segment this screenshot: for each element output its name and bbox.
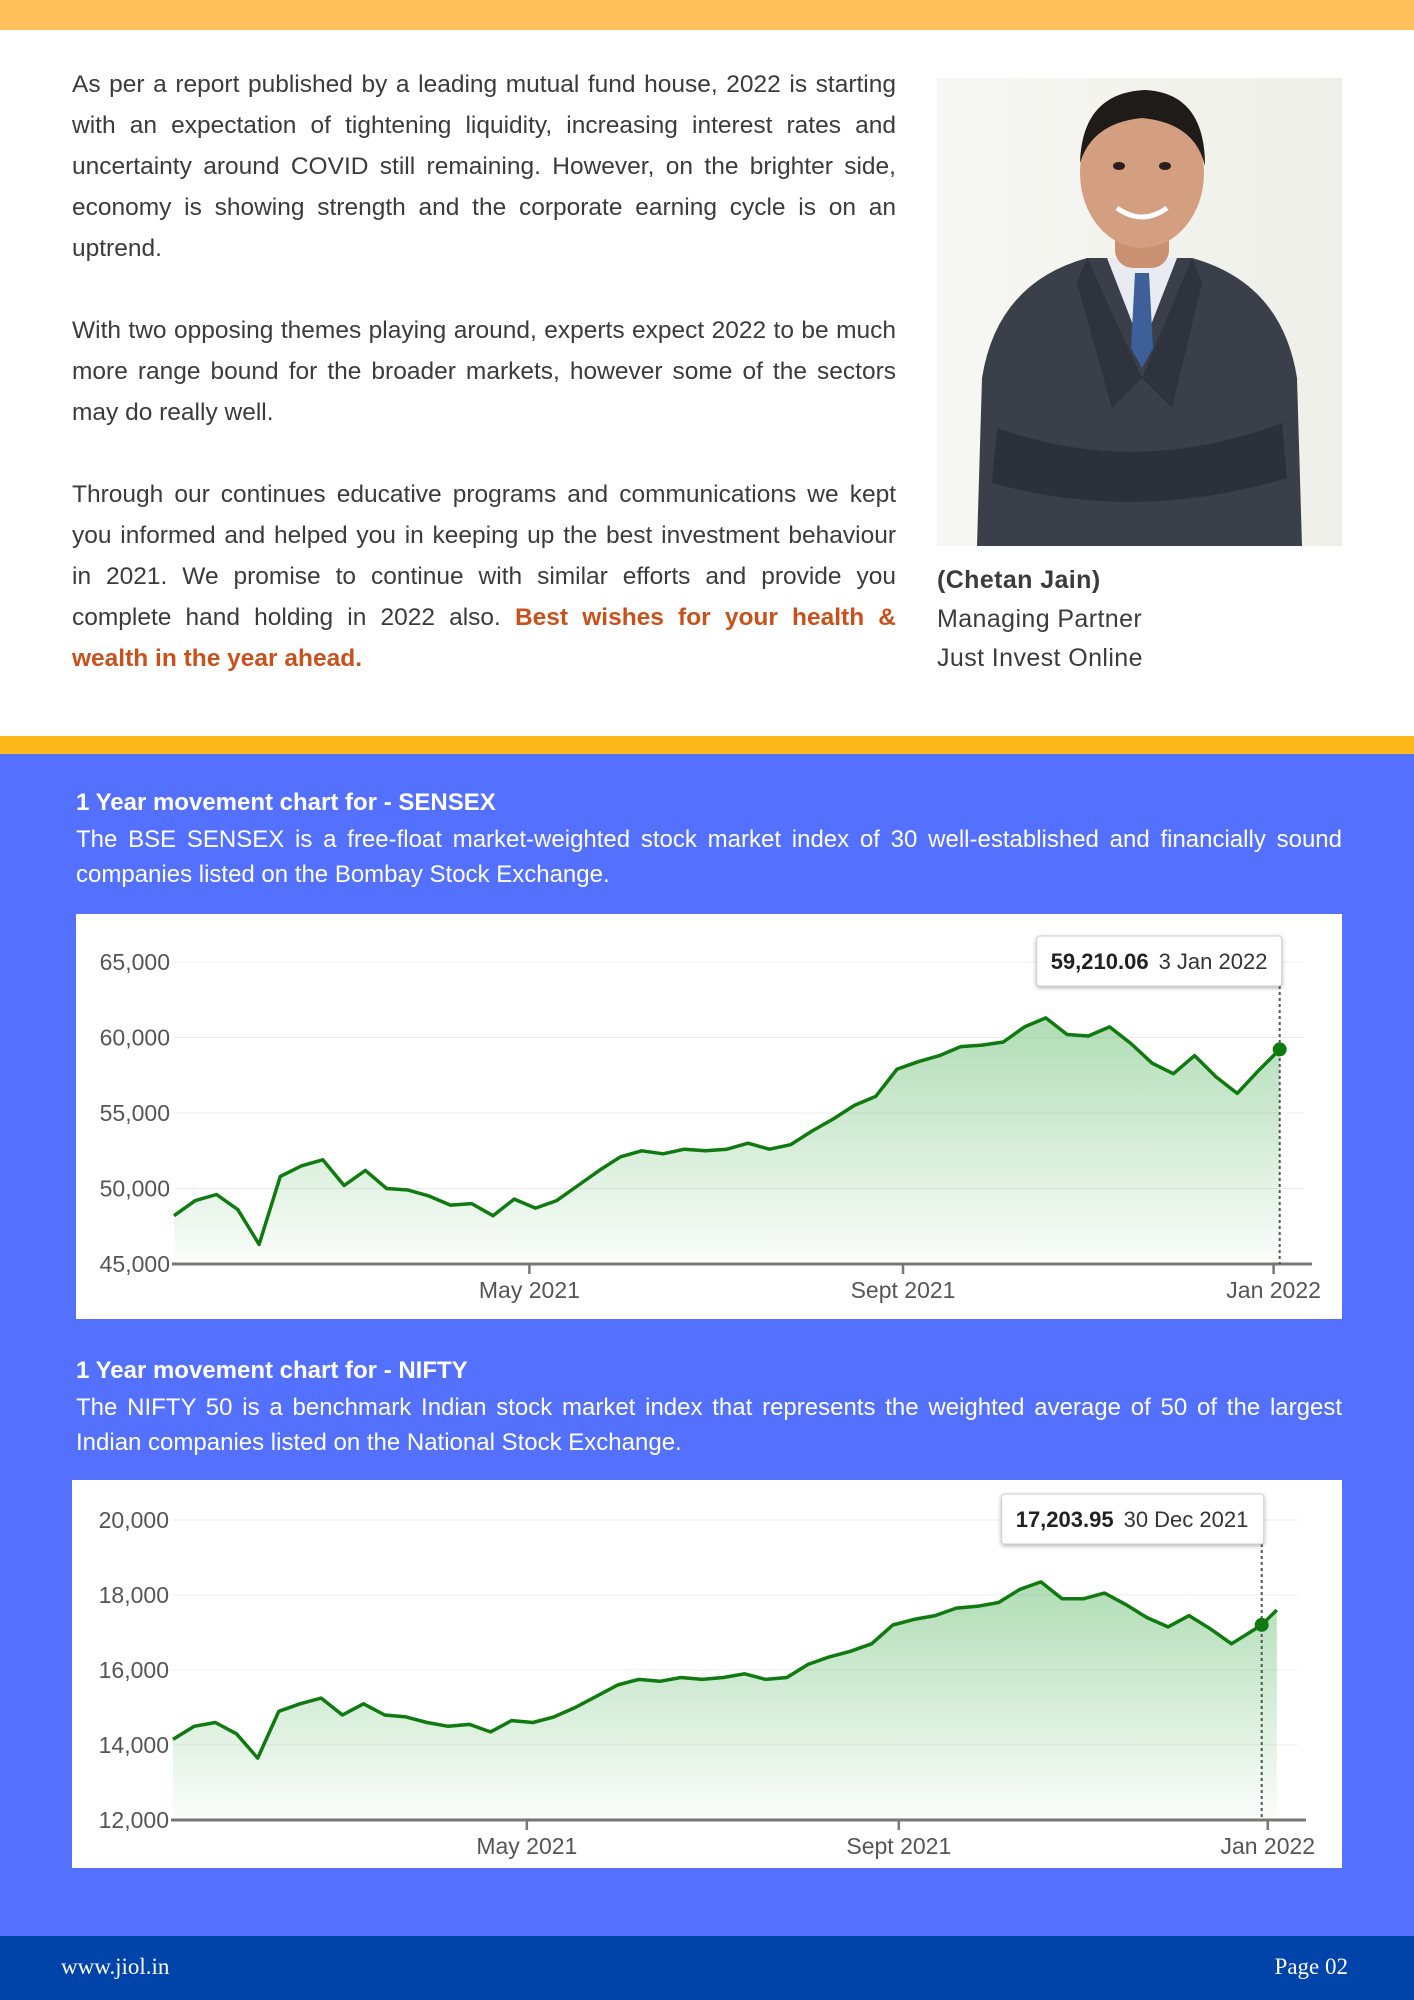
intro-paragraph-3-text: Through our continues educative programs and communications we kept you informed and helped you in keeping up the best investment behaviour in 2021. We promise to continue with similar efforts and provide you complete hand holding in 2022 also.	[72, 481, 896, 631]
signature-company: Just Invest Online	[937, 644, 1143, 672]
top-accent-bar	[0, 0, 1414, 30]
nifty-y-tick-label: 16,000	[98, 1657, 169, 1683]
best-wishes-highlight: Best wishes for your health & wealth in the year ahead.	[72, 604, 896, 672]
sensex-y-tick-label: 50,000	[99, 1175, 170, 1202]
nifty-section-title: 1 Year movement chart for - NIFTY	[76, 1357, 468, 1384]
intro-paragraph-3	[72, 474, 896, 679]
sensex-chart-panel	[76, 914, 1342, 1319]
sensex-tooltip-date: 3 Jan 2022	[1158, 949, 1268, 974]
intro-paragraph-1: As per a report published by a leading mutual fund house, 2022 is starting with an expectation of tightening liquidity, increasing interest rates and uncertainty around COVID still remaining. However, on the brighter side, economy is showing strength and the corporate earning cycle is on an uptrend.	[72, 71, 896, 262]
intro-text	[72, 64, 896, 679]
nifty-area-fill	[173, 1582, 1277, 1820]
nifty-tooltip-text	[1016, 1507, 1249, 1532]
sensex-section-title: 1 Year movement chart for - SENSEX	[76, 789, 496, 816]
sensex-tooltip-value: 59,210.06	[1050, 949, 1149, 974]
nifty-chart	[72, 1480, 1342, 1868]
nifty-x-tick-label: Jan 2022	[1220, 1833, 1316, 1859]
sensex-highlight-point	[1273, 1042, 1287, 1056]
sensex-y-tick-label: 60,000	[99, 1024, 170, 1051]
nifty-y-tick-label: 20,000	[98, 1507, 169, 1533]
signature-role: Managing Partner	[937, 605, 1143, 633]
nifty-x-tick-label: Sept 2021	[846, 1833, 952, 1859]
nifty-tooltip-date: 30 Dec 2021	[1123, 1507, 1249, 1532]
nifty-y-tick-label: 18,000	[98, 1582, 169, 1608]
footer-website: www.jiol.in	[61, 1954, 170, 1979]
nifty-section-description: The NIFTY 50 is a benchmark Indian stock market index that represents the weighted average of 50 of the largest Indian companies listed on the National Stock Exchange.	[76, 1394, 1342, 1456]
sensex-x-tick-label: Sept 2021	[850, 1277, 956, 1303]
footer-page-number: Page 02	[1274, 1954, 1348, 1979]
nifty-y-tick-label: 12,000	[98, 1807, 169, 1833]
sensex-area-fill	[174, 1018, 1280, 1264]
intro-paragraph-2: With two opposing themes playing around, experts expect 2022 to be much more range bound for the broader markets, however some of the sectors may do really well.	[72, 317, 896, 426]
managing-partner-photo	[937, 78, 1342, 546]
sensex-x-tick-label: Jan 2022	[1226, 1277, 1321, 1303]
sensex-y-tick-label: 45,000	[99, 1251, 170, 1277]
sensex-section-description: The BSE SENSEX is a free-float market-weighted stock market index of 30 well-established and financially sound companies listed on the Bombay Stock Exchange.	[76, 826, 1342, 888]
sensex-tooltip-text	[1051, 949, 1268, 974]
nifty-highlight-point	[1255, 1618, 1269, 1632]
nifty-tooltip-value: 17,203.95	[1015, 1507, 1114, 1532]
sensex-y-tick-label: 55,000	[99, 1100, 170, 1126]
nifty-y-tick-label: 14,000	[98, 1732, 169, 1758]
sensex-chart	[76, 914, 1342, 1319]
nifty-x-tick-label: May 2021	[476, 1833, 578, 1859]
sensex-x-tick-label: May 2021	[478, 1277, 580, 1303]
nifty-chart-panel	[72, 1480, 1342, 1868]
signature-block	[937, 561, 1143, 678]
signature-name: (Chetan Jain)	[937, 566, 1101, 594]
page-footer	[0, 1936, 1414, 2000]
sensex-y-tick-label: 65,000	[99, 949, 170, 975]
